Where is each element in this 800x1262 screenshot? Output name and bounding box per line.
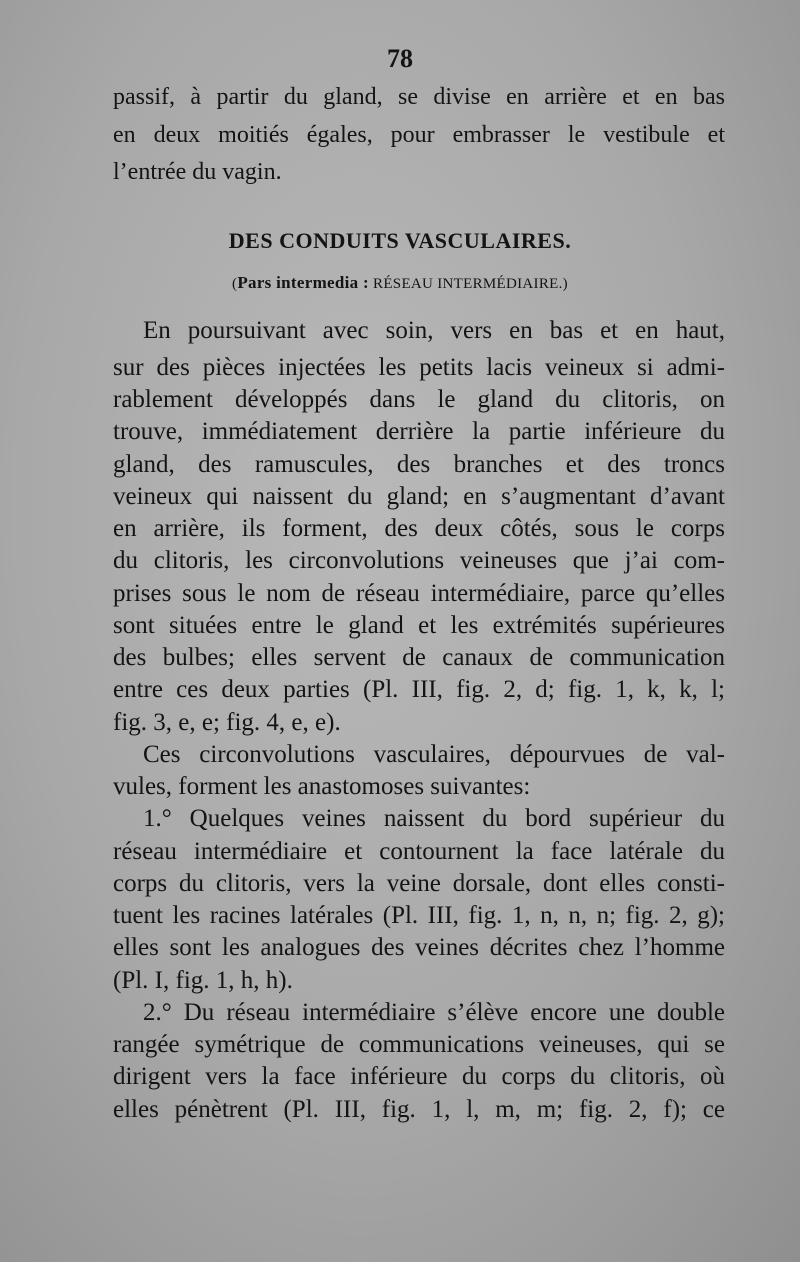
text-line: des bulbes; elles servent de canaux de communication (113, 644, 725, 671)
subheading-open-paren: ( (232, 276, 238, 292)
text-line: fig. 3, e, e; fig. 4, e, e). (113, 709, 341, 736)
text-line: entre ces deux parties (Pl. III, fig. 2, d; fig. 1, k, k, l; (113, 676, 725, 703)
subheading-french: RÉSEAU INTERMÉDIAIRE. (373, 276, 563, 292)
text-line: sont situées entre le gland et les extrémités supérieures (113, 612, 725, 639)
text-line: veineux qui naissent du gland; en s’augmentant d’avant (113, 483, 725, 510)
text-line: (Pl. I, fig. 1, h, h). (113, 967, 293, 994)
text-line: dirigent vers la face inférieure du corps du clitoris, où (113, 1063, 725, 1090)
page-number: 78 (387, 44, 413, 73)
subheading-close-paren: ) (562, 276, 568, 292)
text-line: prises sous le nom de réseau intermédiaire, parce qu’elles (113, 580, 725, 607)
text-line: en deux moitiés égales, pour embrasser le vestibule et (113, 122, 725, 148)
text-line: trouve, immédiatement derrière la partie inférieure du (113, 418, 725, 445)
text-line: sur des pièces injectées les petits lacis veineux si admi- (113, 354, 725, 381)
text-line: l’entrée du vagin. (113, 159, 282, 185)
text-line: 2.° Du réseau intermédiaire s’élève encore une double (143, 999, 725, 1026)
text-line: en arrière, ils forment, des deux côtés, sous le corps (113, 515, 725, 542)
section-heading: DES CONDUITS VASCULAIRES. (228, 228, 572, 253)
text-line: Ces circonvolutions vasculaires, dépourvues de val- (143, 741, 725, 768)
text-line: 1.° Quelques veines naissent du bord supérieur du (143, 805, 725, 832)
text-line: elles pénètrent (Pl. III, fig. 1, l, m, m; fig. 2, f); ce (113, 1096, 725, 1123)
text-line: tuent les racines latérales (Pl. III, fig. 1, n, n, n; fig. 2, g); (113, 902, 725, 929)
text-line: du clitoris, les circonvolutions veineuses que j’ai com- (113, 547, 725, 574)
subheading-latin: Pars intermedia : (237, 273, 369, 292)
text-line: passif, à partir du gland, se divise en arrière et en bas (113, 84, 725, 110)
text-line: elles sont les analogues des veines décrites chez l’homme (113, 934, 725, 961)
text-line: En poursuivant avec soin, vers en bas et en haut, (143, 317, 725, 344)
text-line: corps du clitoris, vers la veine dorsale, dont elles consti- (113, 870, 725, 897)
text-line: réseau intermédiaire et contournent la face latérale du (113, 838, 725, 865)
text-line: gland, des ramuscules, des branches et des troncs (113, 451, 725, 478)
text-line: rangée symétrique de communications veineuses, qui se (113, 1031, 725, 1058)
section-subheading (0, 273, 800, 293)
text-line: rablement développés dans le gland du clitoris, on (113, 386, 725, 413)
text-line: vules, forment les anastomoses suivantes: (113, 773, 531, 800)
